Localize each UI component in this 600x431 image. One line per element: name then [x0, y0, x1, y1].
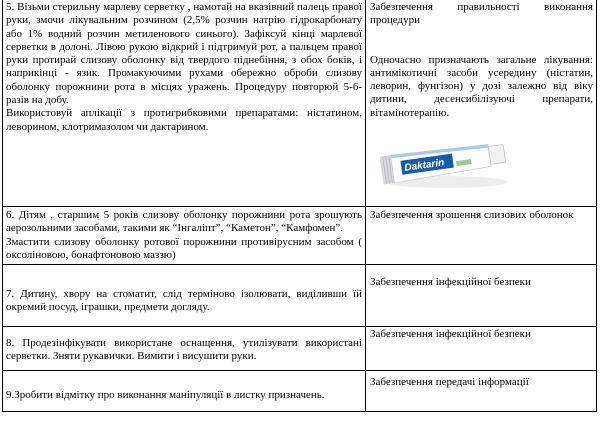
- step-text: 8. Продезінфікувати використане оснащення, утилізувати використані серветки. Зняти рукавички. Вимити і висушити руки.: [6, 337, 362, 363]
- rationale-text: Забезпечення передачі інформації: [370, 376, 529, 388]
- rationale-text: Забезпечення інфекційної безпеки: [370, 276, 531, 288]
- table-row: [3, 207, 596, 265]
- daktarin-tube-image: [377, 133, 509, 191]
- step-text: 5. Візьми стерильну марлеву серветку , намотай на вказівний палець правої руки, змочи лікувальним розчином (2,5% розчин натрію гідрокарбонату або 1% водний розчин метиленового синього). Зафіксуй кінці марлевої серветки в долоні. Лівою рукою відкрий і підтримуй рот, а пальцем правої руки протирай слизову оболонку від твердого піднебіння, з обох боків, і наприкінці - язик. Промакуючими рухами обережно оброби слизову оболонку порожнини рота в місцях уражень. Процедуру повторюй 5-6-разів на добу.: [6, 1, 362, 107]
- rationale-cell: [366, 371, 596, 411]
- step-text: Використовуй аплікації з протигрибковими препаратами: ністатином, леворином, клотримазолом чи дактарином.: [6, 107, 362, 133]
- table-row: [3, 0, 596, 207]
- step-cell: [3, 207, 366, 264]
- step-cell: [3, 327, 366, 370]
- tube-cap: [488, 144, 505, 164]
- step-cell: [3, 265, 366, 326]
- step-text: 6. Дітям , старшим 5 років слизову оболонку порожнини рота зрошують аерозольними засобами, такими як “Інгаліпт”, “Каметон”, “Камфомен”.: [6, 209, 362, 235]
- rationale-cell: [366, 265, 596, 326]
- step-text: 7. Дитину, хвору на стоматит, слід терміново ізолювати, виділивши їй окремий посуд, іграшки, предмети догляду.: [6, 288, 362, 314]
- rationale-text: Забезпечення зрошення слизових оболонок: [370, 209, 574, 221]
- step-text: 9.Зробити відмітку про виконання маніпуляції в листку призначень.: [6, 389, 325, 401]
- table-row: [3, 327, 596, 371]
- step-text: Змастити слизову оболонку ротової порожнини противірусним засобом ( оксоліновою, бонафтоновою маззю): [6, 235, 362, 261]
- procedure-table: [2, 0, 597, 412]
- general-treatment-text: Одночасно призначають загальне лікування: антимікотичні засоби усередину (ністатин, леворин, фунгізон) у дозі залежно від віку дитини, десенсибілізуючі препарати, вітамінотерапію.: [370, 53, 593, 119]
- step-cell: [3, 0, 366, 206]
- table-row: [3, 371, 596, 412]
- rationale-text: Забезпечення інфекційної безпеки: [370, 328, 531, 340]
- rationale-text: Забезпечення правильності виконання процедури: [370, 1, 593, 27]
- brand-logo-text: Daktarin: [403, 157, 445, 174]
- table-row: [3, 265, 596, 327]
- rationale-cell: [366, 207, 596, 264]
- rationale-cell: [366, 0, 596, 206]
- step-cell: [3, 371, 366, 411]
- rationale-cell: [366, 327, 596, 370]
